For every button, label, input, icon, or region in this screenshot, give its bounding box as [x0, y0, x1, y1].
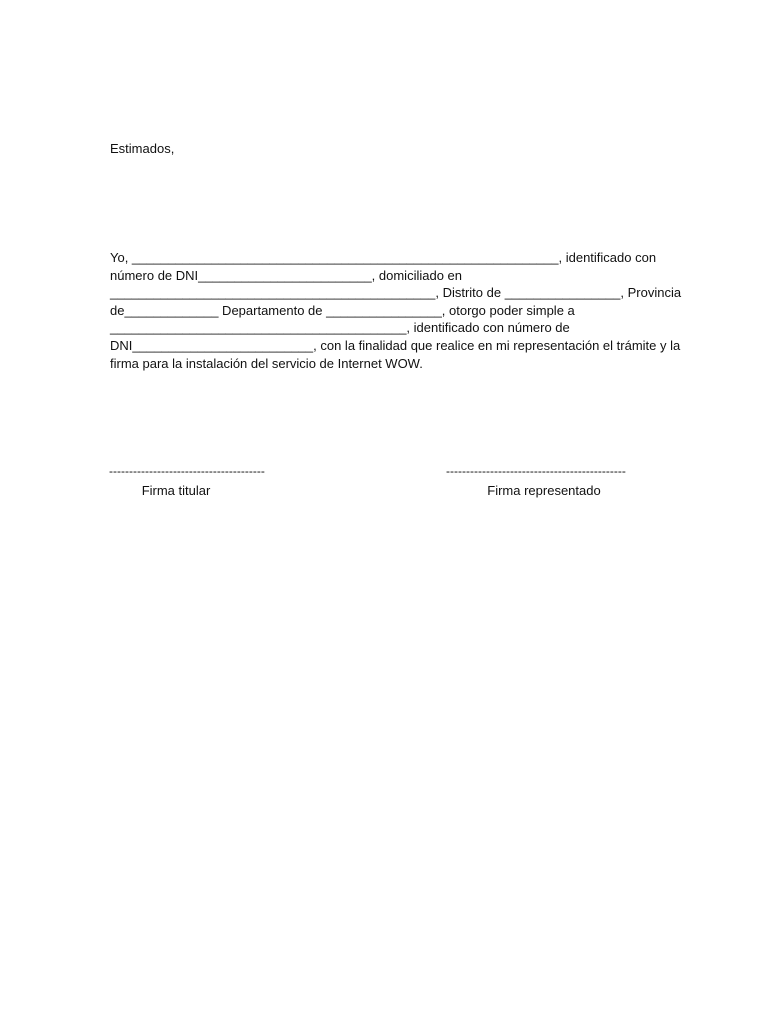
body-paragraph [110, 249, 682, 372]
signature-block-titular [109, 464, 303, 500]
body-line: de_____________ Departamento de ________________, otorgo poder simple a [110, 302, 575, 318]
signature-line-representado: --------------------------------------------- [446, 464, 626, 478]
signature-block-representado [446, 464, 642, 500]
signature-label-representado: Firma representado [487, 483, 601, 498]
body-line: DNI_________________________, con la finalidad que realice en mi representación el trámite y la [110, 337, 681, 353]
body-line: Yo, ___________________________________________________________, identificado con [110, 250, 657, 265]
body-line: _________________________________________, identificado con número de [110, 320, 570, 336]
body-line: número de DNI________________________, domiciliado en [110, 267, 462, 283]
body-line: _____________________________________________, Distrito de ________________, Provincia [110, 285, 682, 301]
signature-line-titular: --------------------------------------- [109, 464, 265, 478]
signature-label-titular: Firma titular [141, 483, 211, 498]
greeting-text: Estimados, [110, 141, 175, 156]
body-line: firma para la instalación del servicio de Internet WOW. [110, 355, 423, 371]
